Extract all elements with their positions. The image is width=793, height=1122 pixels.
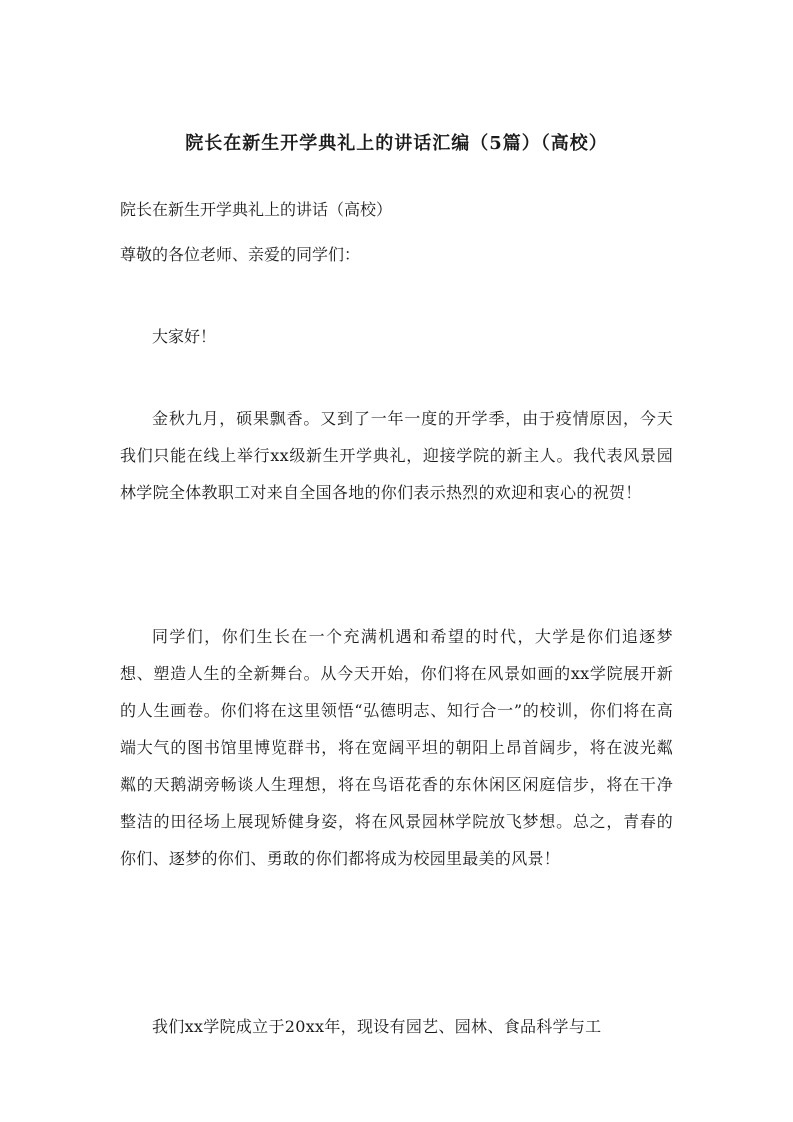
speech-subtitle: 院长在新生开学典礼上的讲话（高校） [120, 200, 393, 219]
salutation: 尊敬的各位老师、亲爱的同学们： [120, 245, 361, 264]
paragraph-text: 同学们，你们生长在一个充满机遇和希望的时代，大学是你们追逐梦想、塑造人生的全新舞台。从今天开始，你们将在风景如画的xx学院展开新的人生画卷。你们将在这里领悟“弘德明志、知行合一”的校训，你们将在高端大气的图书馆里博览群书，将在宽阔平坦的朝阳上昂首阔步，将在波光粼粼的天鹅湖旁畅谈人生理想，将在鸟语花香的东休闲区闲庭信步，将在干净整洁的田径场上展现矫健身姿，将在风景园林学院放飞梦想。总之，青春的你们、逐梦的你们、勇敢的你们都将成为校园里最美的风景！ [120, 627, 673, 868]
paragraph-3 [120, 1008, 673, 1045]
paragraph-2 [120, 618, 673, 877]
paragraph-1 [120, 400, 673, 511]
greeting: 大家好！ [152, 327, 217, 346]
paragraph-text: 我们xx学院成立于20xx年，现设有园艺、园林、食品科学与工 [152, 1017, 602, 1036]
document-title: 院长在新生开学典礼上的讲话汇编（5篇）（高校） [185, 133, 608, 154]
paragraph-text: 金秋九月，硕果飘香。又到了一年一度的开学季，由于疫情原因，今天我们只能在线上举行xx级新生开学典礼，迎接学院的新主人。我代表风景园林学院全体教职工对来自全国各地的你们表示热烈的欢迎和衷心的祝贺！ [120, 409, 673, 502]
